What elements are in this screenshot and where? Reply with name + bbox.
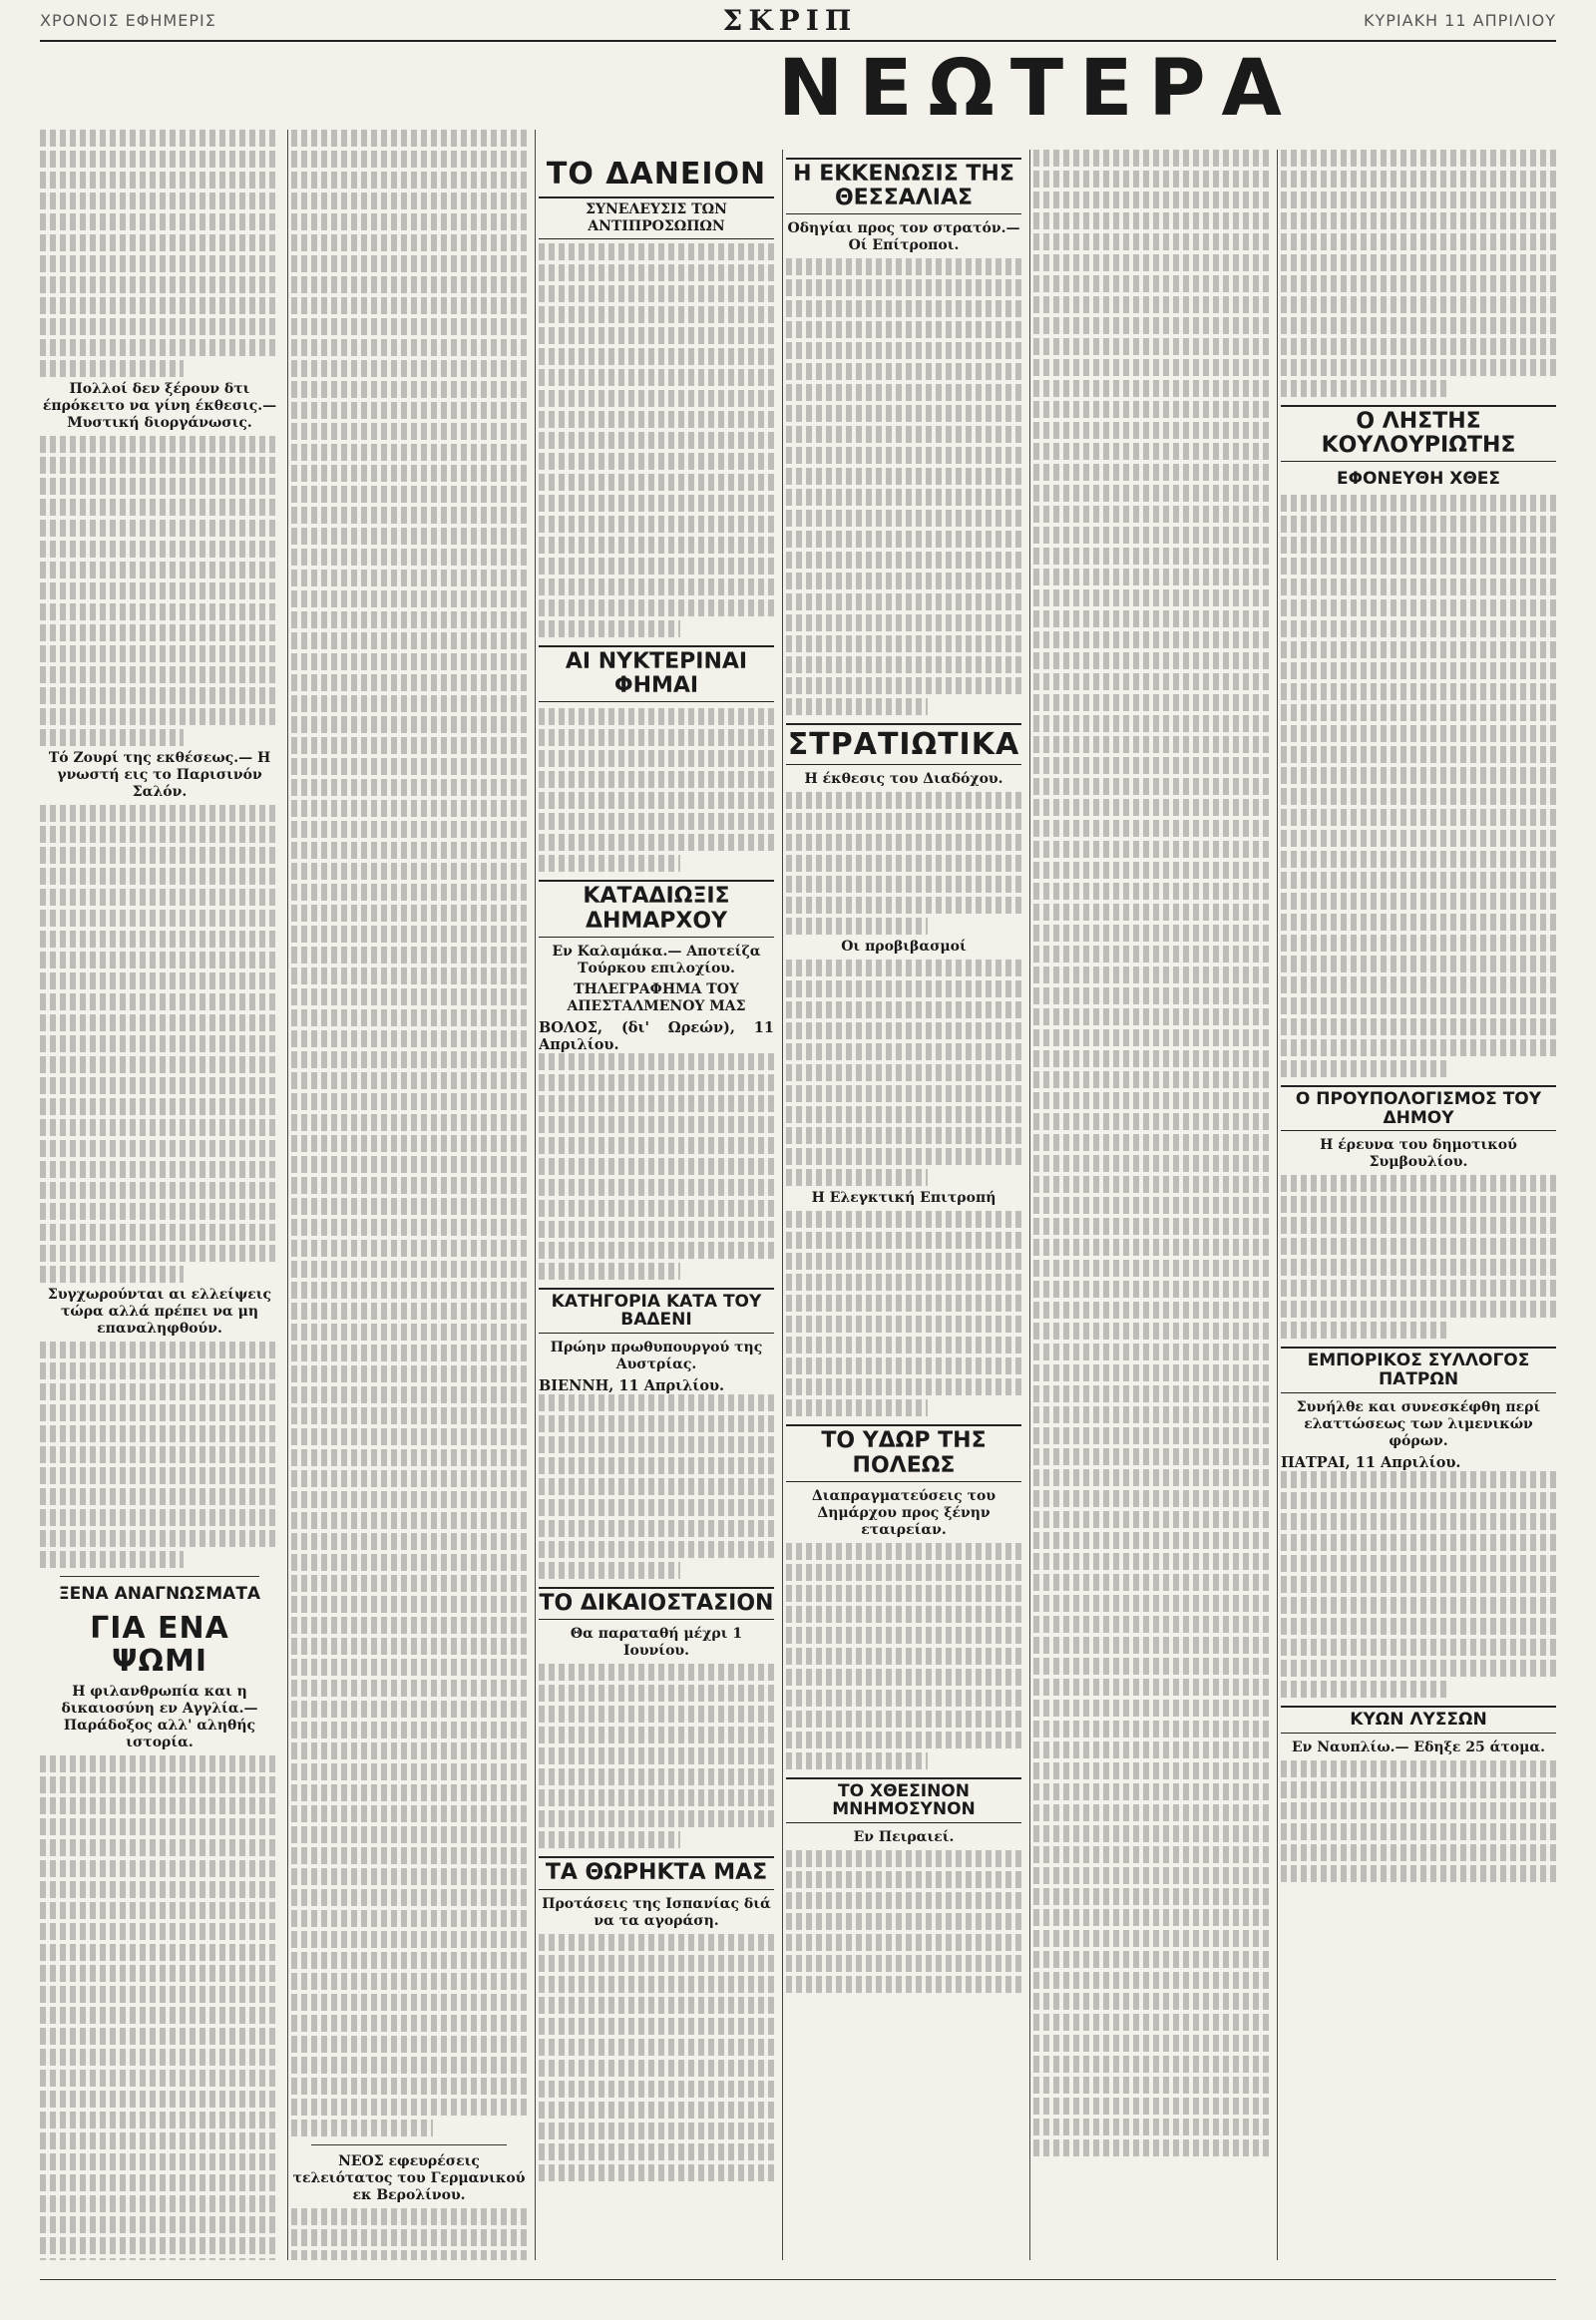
article-headline-loan: ΤΟ ΔΑΝΕΙΟΝ [546,157,767,192]
article-subhead-thessaly: Οδηγίαι προς τον στρατόν.— Οί Επίτροποι. [787,220,1020,254]
wire-label: ΤΗΛΕΓΡΑΦΗΜΑ ΤΟΥ ΑΠΕΣΤΑΛΜΕΝΟΥ ΜΑΣ [567,980,746,1014]
column-2 [291,130,536,2260]
dateline-volos: ΒΟΛΟΣ, (δι' Ωρεών), 11 Απριλίου. [539,1018,774,1053]
article-headline-military: ΣΤΡΑΤΙΩΤΙΚΑ [786,723,1021,765]
article-headline-mayor: ΚΑΤΑΔΙΩΞΙΣ ΔΗΜΑΡΧΟΥ [539,880,774,937]
article-subhead-military: Η έκθεσις του Διαδόχου. [804,771,1003,788]
dateline-vienna: ΒΙΕΝΝΗ, 11 Απριλίου. [539,1377,725,1395]
article-subhead-budget: Η έρευνα του δημοτικού Συμβουλίου. [1320,1137,1517,1171]
article-headline-thessaly: Η ΕΚΚΕΝΩΣΙΣ ΤΗΣ ΘΕΣΣΑΛΙΑΣ [786,158,1021,214]
column-6 [1281,150,1556,2260]
story-title: ΓΙΑ ΕΝΑ ΨΩΜΙ [90,1610,229,1679]
masthead [40,0,1556,42]
article-headline-court: ΤΟ ΔΙΚΑΙΟΣΤΑΣΙΟΝ [539,1587,774,1620]
column-1 [40,130,288,2260]
article-subhead-patras: Συνήλθε και συνεσκέφθη περί ελαττώσεως των λιμενικών φόρων. [1296,1398,1541,1449]
article-subhead-loan: ΣΥΝΕΛΕΥΣΙΣ ΤΩΝ ΑΝΤΙΠΡΟΣΩΠΩΝ [539,196,774,239]
article-headline-budget: Ο ΠΡΟΥΠΟΛΟΓΙΣΜΟΣ ΤΟΥ ΔΗΜΟΥ [1281,1085,1556,1131]
column-2-note: ΝΕΟΣ εφευρέσεις τελειότατος του Γερμανικού εκ Βερολίνου. [292,2153,526,2203]
article-subhead-bandit: ΕΦΟΝΕΥΘΗ ΧΘΕΣ [1336,469,1501,490]
article-headline-ironclads: ΤΑ ΘΩΡΗΚΤΑ ΜΑΣ [539,1856,774,1889]
article-subhead-badeni: Πρώην πρωθυπουργού της Αυστρίας. [550,1340,763,1373]
masthead-left: ΧΡΟΝΟΙΣ ΕΦΗΜΕΡΙΣ [40,10,216,30]
article-headline-rabid-dog: ΚΥΩΝ ΛΥΣΣΩΝ [1281,1706,1556,1734]
article-headline-rumors: ΑΙ ΝΥΚΤΕΡΙΝΑΙ ΦΗΜΑΙ [539,645,774,702]
article-subhead-court: Θα παραταθή μέχρι 1 Ιουνίου. [570,1626,743,1660]
section-label: ΞΕΝΑ ΑΝΑΓΝΩΣΜΑΤΑ [58,1584,261,1604]
article-headline-bandit: Ο ΛΗΣΤΗΣ ΚΟΥΛΟΥΡΙΩΤΗΣ [1281,405,1556,462]
article-subhead-water: Διαπραγματεύσεις του Δημάρχου προς ξένην εταιρείαν. [811,1487,997,1538]
article-headline-memorial: ΤΟ ΧΘΕΣΙΝΟΝ ΜΝΗΜΟΣΥΝΟΝ [786,1777,1021,1823]
article-subhead-ironclads: Προτάσεις της Ισπανίας διά να τα αγοράση. [542,1895,771,1929]
article-headline-water: ΤΟ ΥΔΩΡ ΤΗΣ ΠΟΛΕΩΣ [786,1424,1021,1481]
column-3 [539,150,783,2260]
article-subhead-memorial: Εν Πειραιεί. [853,1829,955,1846]
section-headline: ΝΕΩΤΕΡΑ [778,44,1298,134]
column-1-heading-3: Συγχωρούνται αι ελλείψεις τώρα αλλά πρέπει να μη επαναληφθούν. [47,1287,272,1337]
column-1-heading-1: Πολλοί δεν ξέρουν δτι έπρόκειτο να γίνη έκθεσις.— Μυστική διοργάνωσις. [42,381,277,431]
column-4 [786,150,1030,2260]
column-5 [1033,150,1278,2260]
page-bottom-rule [40,2279,1556,2280]
article-subhead-rabid-dog: Εν Ναυπλίω.— Εδηξε 25 άτομα. [1291,1739,1546,1755]
newspaper-title: ΣΚΡΙΠ [722,3,858,37]
story-subtitle: Η φιλανθρωπία και η δικαιοσύνη εν Αγγλία.— Παράδοξος αλλ' αληθής ιστορία. [61,1683,258,1750]
dateline-patras: ΠΑΤΡΑΙ, 11 Απριλίου. [1281,1453,1461,1471]
column-1-heading-2: Τό Ζουρί της εκθέσεως.— Η γνωστή εις το Παρισινόν Σαλόν. [48,750,271,800]
article-headline-badeni: ΚΑΤΗΓΟΡΙΑ ΚΑΤΑ ΤΟΥ ΒΑΔΕΝΙ [539,1288,774,1334]
masthead-right: ΚΥΡΙΑΚΗ 11 ΑΠΡΙΛΙΟΥ [1363,10,1556,30]
article-subhead-mayor: Εν Καλαμάκα.— Αποτείζα Τούρκου επιλοχίου. [552,943,761,976]
article-subhead-committee: Η Ελεγκτική Επιτροπή [811,1190,997,1207]
article-headline-patras: ΕΜΠΟΡΙΚΟΣ ΣΥΛΛΟΓΟΣ ΠΑΤΡΩΝ [1281,1347,1556,1392]
article-subhead-promotions: Οι προβιβασμοί [841,939,967,956]
